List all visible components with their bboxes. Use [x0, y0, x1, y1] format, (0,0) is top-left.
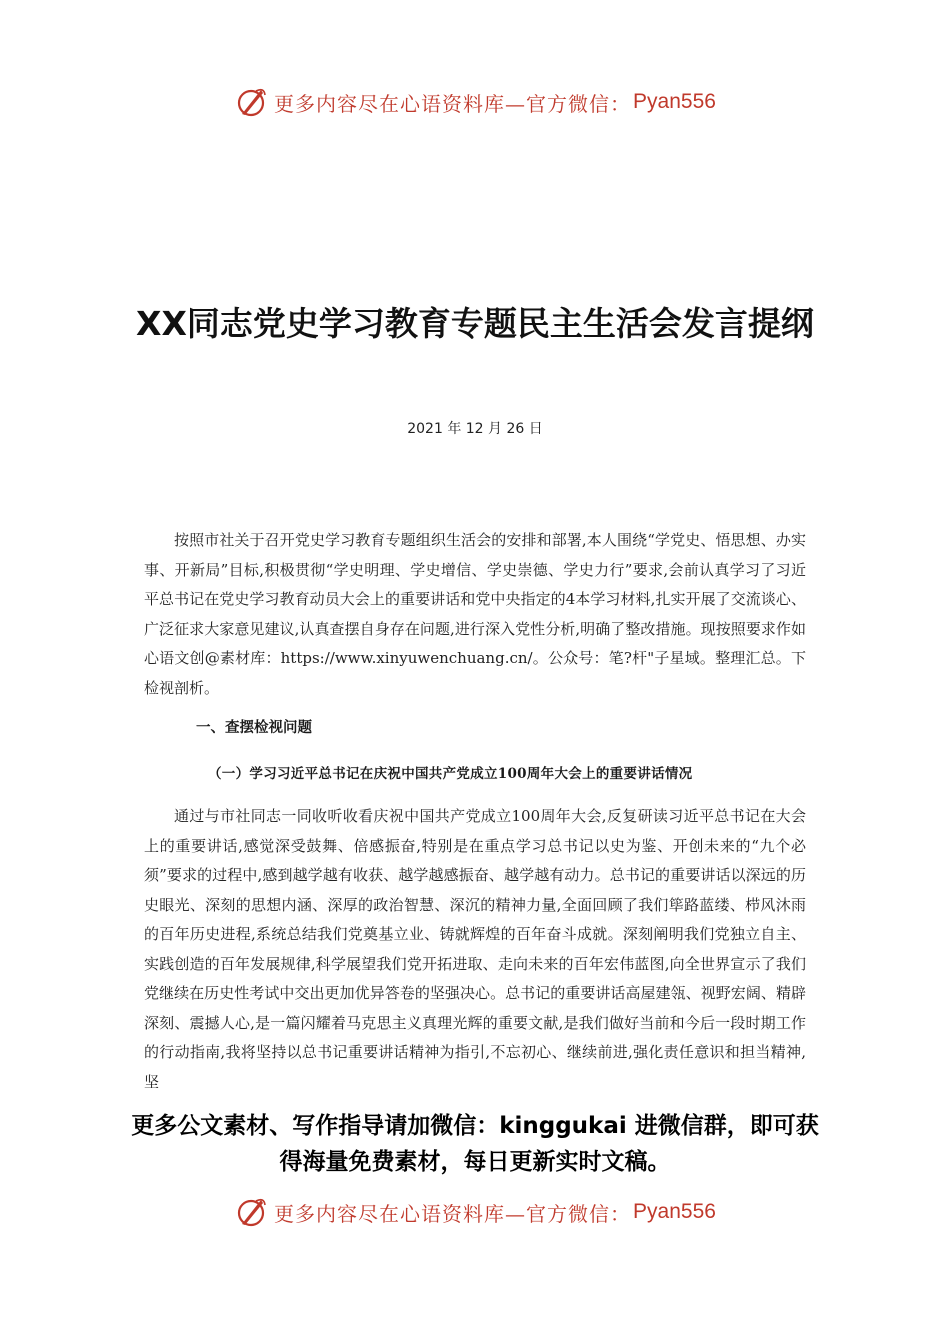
intro-paragraph: 按照市社关于召开党史学习教育专题组织生活会的安排和部署,本人围绕“学党史、悟思想、办实事、开新局”目标,积极贯彻“学史明理、学史增信、学史崇德、学史力行”要求,会前认真学习了习近平总书记在党史学习教育动员大会上的重要讲话和党中央指定的4本学习材料,扎实开展了交流谈心、广泛征求大家意见建议,认真查摆自身存在问题,进行深入党性分析,明确了整改措施。现按照要求作如心语文创@素材库：https://www.xinyuwenchuang.cn/。公众号：笔?杆"子星域。整理汇总。下检视剖析。 — [144, 531, 806, 697]
document-title: XX同志党史学习教育专题民主生活会发言提纲 — [136, 304, 814, 343]
quill-logo-icon — [234, 85, 268, 119]
watermark-text: 更多内容尽在心语资料库—官方微信： — [274, 91, 632, 116]
promo-banner: 更多公文素材、写作指导请加微信：kinggukai 进微信群，即可获得海量免费素材，每日更新实时文稿。 — [131, 1113, 819, 1175]
header-watermark — [0, 82, 950, 122]
subsection-heading: （一）学习习近平总书记在庆祝中国共产党成立100周年大会上的重要讲话情况 — [208, 766, 693, 782]
section-heading: 一、查摆检视问题 — [196, 720, 312, 736]
footer-watermark — [0, 1192, 950, 1232]
body-paragraph: 通过与市社同志一同收听收看庆祝中国共产党成立100周年大会,反复研读习近平总书记在大会上的重要讲话,感觉深受鼓舞、倍感振奋,特别是在重点学习总书记以史为鉴、开创未来的“九个必须”要求的过程中,感到越学越有收获、越学越感振奋、越学越有动力。总书记的重要讲话以深远的历史眼光、深刻的思想内涵、深厚的政治智慧、深沉的精神力量,全面回顾了我们筚路蓝缕、栉风沐雨的百年历史进程,系统总结我们党奠基立业、铸就辉煌的百年奋斗成就。深刻阐明我们党独立自主、实践创造的百年发展规律,科学展望我们党开拓进取、走向未来的百年宏伟蓝图,向全世界宣示了我们党继续在历史性考试中交出更加优异答卷的坚强决心。总书记的重要讲话高屋建瓴、视野宏阔、精辟深刻、震撼人心,是一篇闪耀着马克思主义真理光辉的重要文献,是我们做好当前和今后一段时期工作的行动指南,我将坚持以总书记重要讲话精神为指引,不忘初心、继续前进,强化责任意识和担当精神,坚 — [144, 807, 806, 1091]
watermark-wechat-id: Pyan556 — [633, 90, 716, 113]
watermark-wechat-id: Pyan556 — [633, 1200, 716, 1223]
watermark-text: 更多内容尽在心语资料库—官方微信： — [274, 1201, 632, 1226]
quill-logo-icon — [234, 1195, 268, 1229]
document-date: 2021 年 12 月 26 日 — [407, 421, 543, 437]
